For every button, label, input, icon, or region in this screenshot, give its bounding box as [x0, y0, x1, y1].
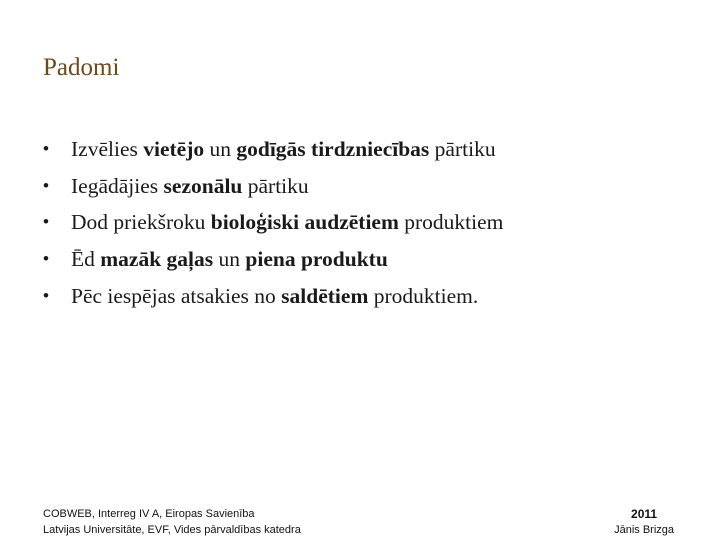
- bullet-icon: •: [43, 139, 49, 158]
- bullet-text-segment: produktiem: [398, 210, 504, 235]
- bullet-text-segment: un: [213, 247, 246, 272]
- bullet-icon: •: [43, 175, 49, 195]
- bullet-text-bold: sezonālu: [163, 173, 243, 198]
- bullet-text-bold: vietējo: [143, 137, 205, 161]
- bullet-text-segment: produktiem.: [368, 283, 479, 308]
- footer-project-line: COBWEB, Interreg IV A, Eiropas Savienība: [43, 508, 255, 520]
- bullet-text-segment: Izvēlies: [71, 137, 144, 161]
- bullet-text: [71, 242, 388, 276]
- bullet-icon: •: [43, 212, 49, 232]
- bullet-text-segment: Iegādājies: [71, 173, 164, 198]
- bullet-text-segment: pārtiku: [429, 137, 496, 161]
- bullet-text-segment: Pēc iespējas atsakies no: [71, 283, 282, 308]
- footer-institution-line: Latvijas Universitāte, EVF, Vides pārvaldības katedra: [43, 524, 301, 536]
- footer-left: [43, 506, 301, 538]
- bullet-text-bold: mazāk gaļas: [100, 247, 214, 272]
- slide-title: Padomi: [43, 54, 120, 81]
- bullet-text-bold: godīgās tirdzniecības: [236, 137, 430, 161]
- bullet-text: [71, 169, 309, 203]
- bullet-text-bold: bioloģiski audzētiem: [210, 210, 399, 235]
- bullet-text-segment: Ēd: [71, 247, 101, 272]
- bullet-text-segment: un: [204, 137, 237, 161]
- footer-author: Jānis Brizga: [614, 524, 674, 536]
- bullet-text: [71, 205, 503, 239]
- bullet-text-segment: Dod priekšroku: [71, 210, 211, 235]
- footer-year: 2011: [631, 507, 658, 521]
- bullet-text-bold: piena produktu: [245, 247, 388, 272]
- footer-right: [614, 506, 674, 538]
- bullet-icon: •: [43, 285, 49, 305]
- bullet-text-segment: pārtiku: [242, 173, 309, 198]
- bullet-text: [71, 279, 478, 313]
- bullet-text-bold: saldētiem: [281, 283, 369, 308]
- bullet-text: [71, 132, 496, 166]
- bullet-icon: •: [43, 249, 49, 269]
